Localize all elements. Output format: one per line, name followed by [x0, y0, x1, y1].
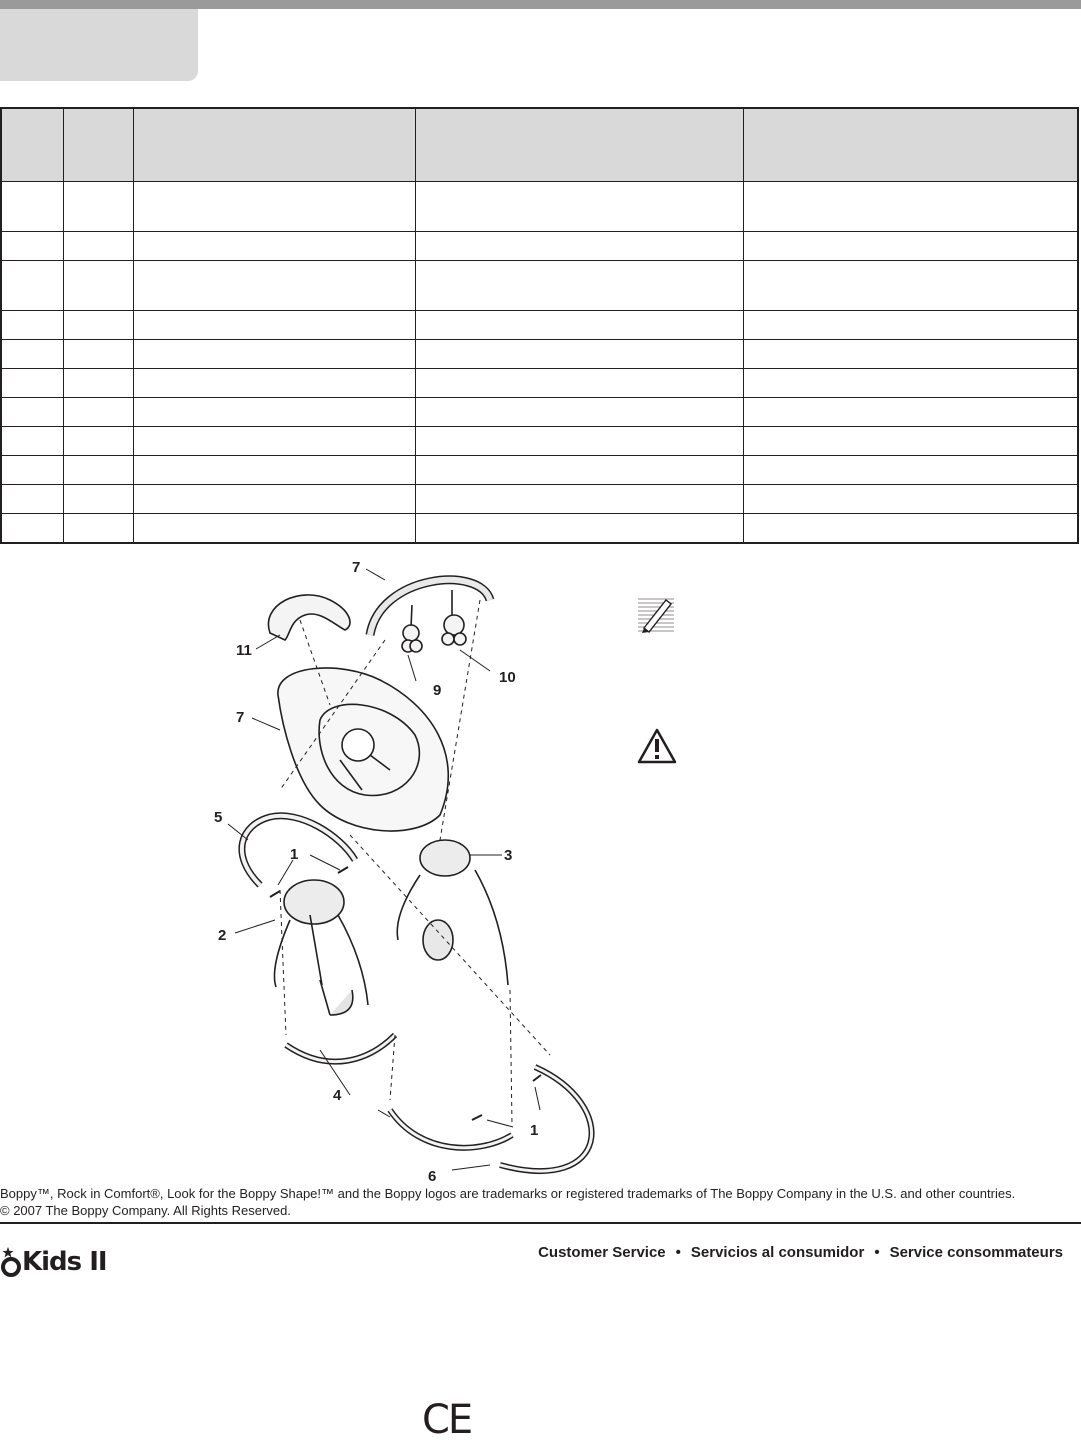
callout-11: 11 [236, 642, 252, 659]
customer-service-spanish: Servicios al consumidor [690, 1244, 865, 1261]
table-cell [133, 369, 415, 398]
table-cell [133, 514, 415, 544]
table-cell [1, 427, 63, 456]
parts-table [0, 107, 1079, 544]
callout-9: 9 [433, 682, 442, 699]
left-housing-part [274, 880, 368, 1015]
table-cell [415, 485, 743, 514]
table-cell [1, 232, 63, 261]
table-cell [63, 485, 133, 514]
table-row [1, 369, 1078, 398]
front-tube-part [286, 1035, 512, 1148]
right-housing-part [397, 840, 508, 985]
customer-service-line [538, 1244, 1063, 1261]
header-cell [415, 108, 743, 182]
table-cell [133, 427, 415, 456]
callout-1-lower: 1 [530, 1122, 539, 1139]
header-cell [133, 108, 415, 182]
table-row [1, 485, 1078, 514]
table-header-row [1, 108, 1078, 182]
table-cell [1, 369, 63, 398]
assembly-diagram [190, 555, 620, 1185]
table-row [1, 232, 1078, 261]
table-cell [415, 427, 743, 456]
table-cell [63, 398, 133, 427]
callout-10: 10 [499, 669, 516, 686]
table-cell [415, 340, 743, 369]
table-row [1, 456, 1078, 485]
callout-6: 6 [428, 1168, 437, 1185]
table-cell [743, 514, 1078, 544]
table-cell [415, 514, 743, 544]
table-cell [743, 369, 1078, 398]
header-cell [63, 108, 133, 182]
table-cell [743, 261, 1078, 311]
table-cell [63, 182, 133, 232]
table-cell [63, 427, 133, 456]
table-cell [415, 232, 743, 261]
callout-5: 5 [214, 809, 223, 826]
table-cell [1, 398, 63, 427]
trademark-notice: Boppy™, Rock in Comfort®, Look for the Boppy Shape!™ and the Boppy logos are trademarks or registered trademarks of The Boppy Company in the U.S. and other countries. [0, 1186, 1016, 1201]
table-cell [415, 182, 743, 232]
table-cell [415, 398, 743, 427]
callout-7: 7 [236, 709, 245, 726]
table-cell [743, 398, 1078, 427]
header-tab [0, 9, 198, 81]
back-tube-part [242, 816, 355, 885]
table-cell [1, 182, 63, 232]
kids-ii-logo [0, 1244, 107, 1280]
table-cell [63, 456, 133, 485]
table-cell [743, 340, 1078, 369]
footer-divider [0, 1222, 1081, 1224]
table-cell [63, 514, 133, 544]
toy-bar-part [370, 580, 490, 650]
table-cell [1, 311, 63, 340]
table-cell [743, 311, 1078, 340]
table-cell [1, 456, 63, 485]
table-row [1, 182, 1078, 232]
table-cell [133, 232, 415, 261]
header-cell [743, 108, 1078, 182]
table-cell [63, 261, 133, 311]
bullet-separator: • [675, 1244, 681, 1261]
callout-3: 3 [504, 847, 513, 864]
table-cell [133, 456, 415, 485]
table-row [1, 261, 1078, 311]
base-tube-part [500, 1067, 592, 1171]
callout-labels [214, 559, 538, 1185]
table-cell [133, 261, 415, 311]
ce-mark: CE [422, 1397, 472, 1443]
table-cell [63, 369, 133, 398]
table-cell [1, 261, 63, 311]
table-body [1, 182, 1078, 544]
table-cell [1, 340, 63, 369]
leader-lines [228, 569, 540, 1170]
table-cell [415, 456, 743, 485]
table-cell [1, 514, 63, 544]
logo-star-icon [0, 1247, 22, 1277]
table-row [1, 427, 1078, 456]
table-row [1, 398, 1078, 427]
pencil-note-icon [636, 594, 676, 634]
top-gray-band [0, 0, 1081, 9]
callout-4: 4 [333, 1087, 342, 1104]
callout-1: 1 [290, 846, 299, 863]
warning-triangle-icon [637, 728, 677, 764]
table-cell [415, 369, 743, 398]
table-cell [133, 485, 415, 514]
customer-service-english: Customer Service [538, 1244, 666, 1261]
customer-service-french: Service consommateurs [889, 1244, 1063, 1261]
table-cell [133, 398, 415, 427]
logo-text: Kids II [22, 1247, 107, 1277]
table-cell [743, 182, 1078, 232]
table-cell [63, 340, 133, 369]
table-cell [133, 311, 415, 340]
table-cell [133, 182, 415, 232]
table-row [1, 311, 1078, 340]
table-cell [1, 485, 63, 514]
head-support-part [268, 595, 350, 640]
table-cell [63, 311, 133, 340]
bullet-separator: • [874, 1244, 880, 1261]
table-cell [63, 232, 133, 261]
table-cell [743, 485, 1078, 514]
table-cell [133, 340, 415, 369]
header-cell [1, 108, 63, 182]
seat-part [278, 668, 448, 831]
table-cell [743, 232, 1078, 261]
table-cell [743, 456, 1078, 485]
table-row [1, 340, 1078, 369]
table-cell [415, 261, 743, 311]
callout-8: 7 [352, 559, 361, 576]
copyright-notice: © 2007 The Boppy Company. All Rights Reserved. [0, 1203, 291, 1218]
table-cell [743, 427, 1078, 456]
table-cell [415, 311, 743, 340]
callout-2: 2 [218, 927, 227, 944]
table-row [1, 514, 1078, 544]
